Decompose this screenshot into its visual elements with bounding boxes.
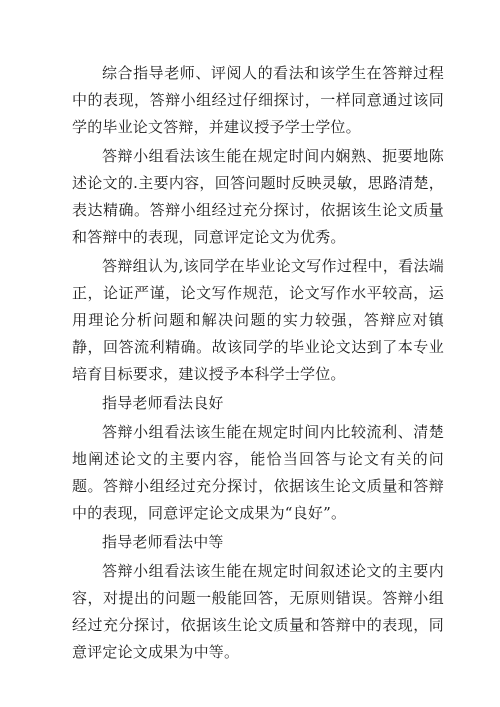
- paragraph-summary: 综合指导老师、评阅人的看法和该学生在答辩过程中的表现，答辩小组经过仔细探讨，一样同意通过该同学的毕业论文答辩，并建议授予学士学位。: [72, 64, 444, 136]
- heading-medium: 指导老师看法中等: [102, 533, 224, 551]
- paragraph-excellent: 答辩小组看法该生能在规定时间内娴熟、扼要地陈述论文的.主要内容，回答问题时反映灵敏，思路清楚，表达精确。答辩小组经过充分探讨，依据该生论文质量和答辩中的表现，同意评定论文为优秀。: [72, 147, 444, 246]
- paragraph-medium: 答辩小组看法该生能在规定时间叙述论文的主要内容，对提出的问题一般能回答，无原则错误。答辩小组经过充分探讨，依据该生论文质量和答辩中的表现，同意评定论文成果为中等。: [72, 562, 444, 661]
- heading-good: 指导老师看法良好: [102, 394, 224, 412]
- paragraph-recommendation: 答辩组认为,该同学在毕业论文写作过程中，看法端正，论证严谨，论文写作规范，论文写作水平较高，运用理论分析问题和解决问题的实力较强，答辩应对镇静，回答流利精确。故该同学的毕业论文达到了本专业培育目标要求，建议授予本科学士学位。: [72, 257, 444, 383]
- document-body: [72, 60, 444, 668]
- paragraph-good: 答辩小组看法该生能在规定时间内比较流利、清楚地阐述论文的主要内容，能恰当回答与论文有关的问题。答辩小组经过充分探讨，依据该生论文质量和答辩中的表现，同意评定论文成果为“良好”。: [72, 423, 444, 522]
